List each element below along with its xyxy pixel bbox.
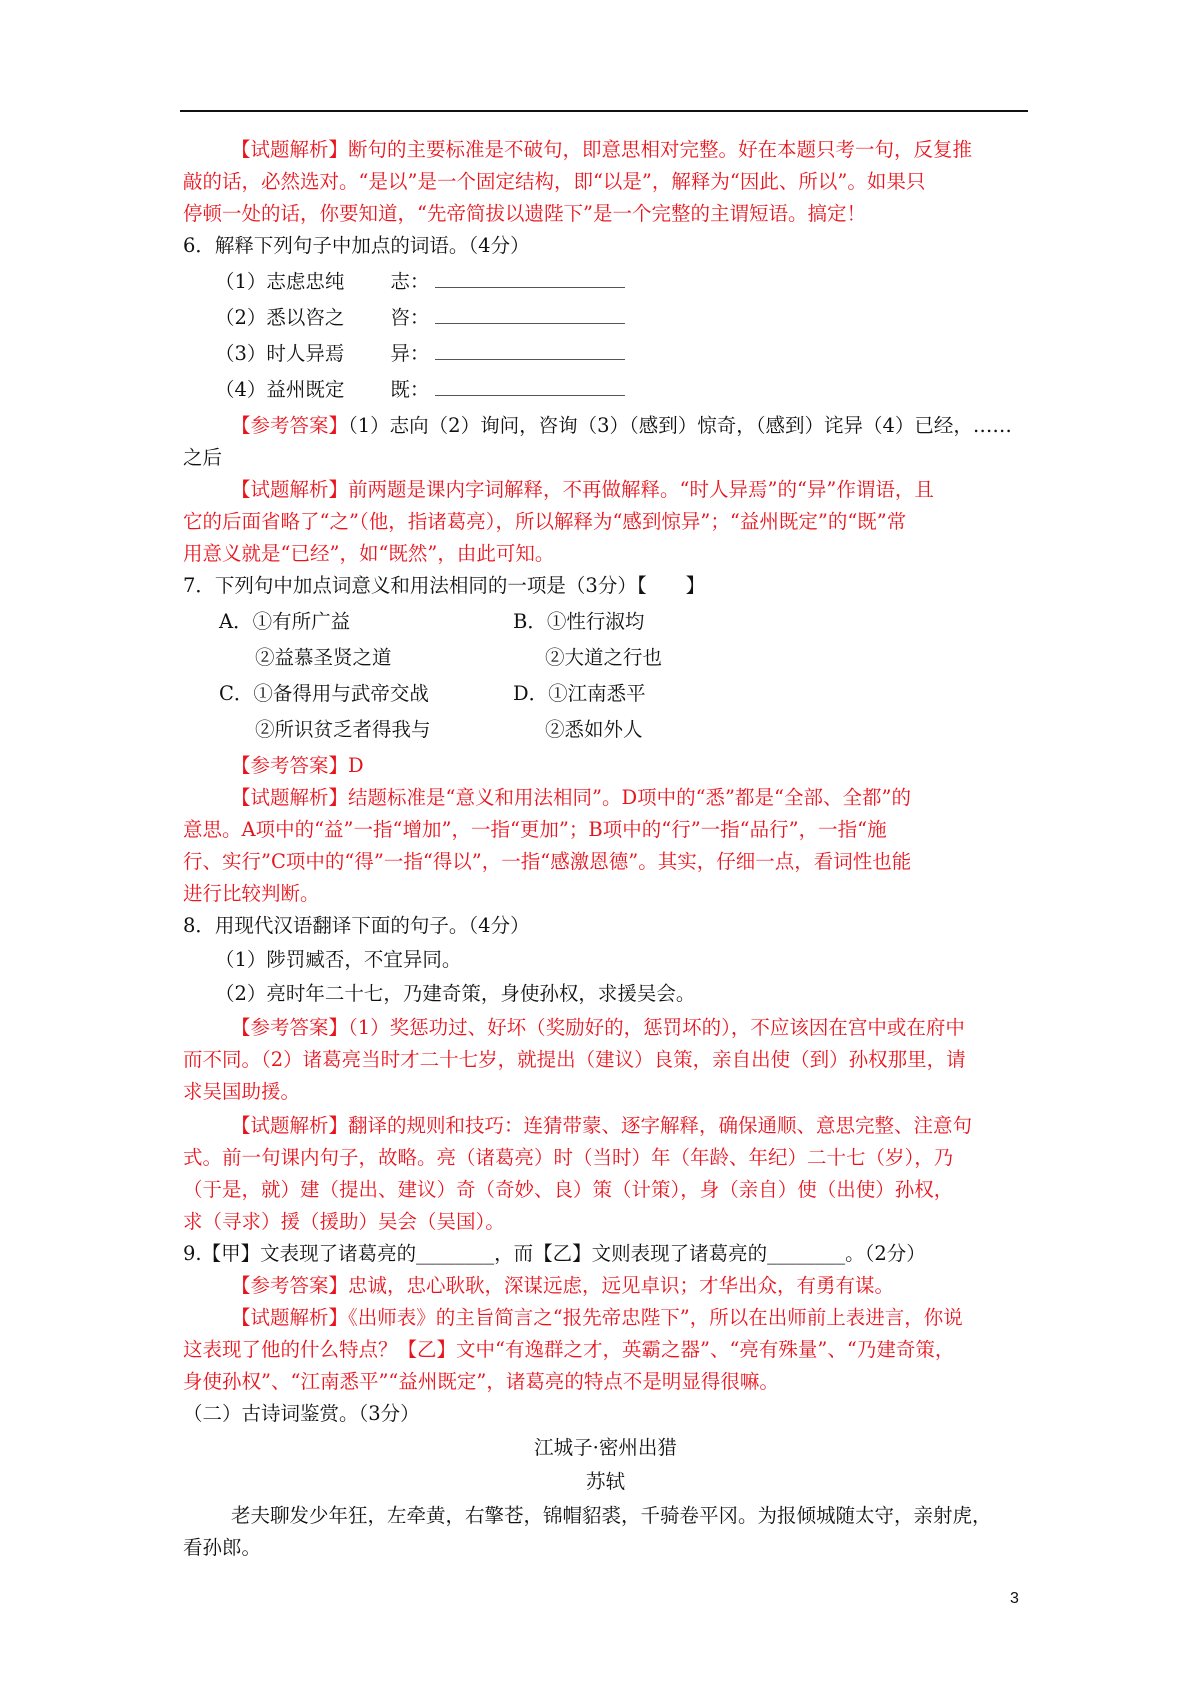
q8-analysis-line4: 求（寻求）援（援助）吴会（吴国）。 xyxy=(183,1210,505,1233)
q7-option-a1: A．①有所广益 xyxy=(219,610,351,633)
q6-item-4-blank[interactable] xyxy=(435,375,625,396)
q9-analysis-line2: 这表现了他的什么特点？【乙】文中“有逸群之才，英霸之器”、“亮有殊量”、“乃建奇策， xyxy=(183,1338,955,1361)
poem-author: 苏轼 xyxy=(585,1470,625,1493)
q6-item-1: （1）志虑忠纯 志： xyxy=(215,266,625,298)
q7-analysis-line4: 进行比较判断。 xyxy=(183,882,320,905)
poem-line1: 老夫聊发少年狂，左牵黄，右擎苍，锦帽貂裘，千骑卷平冈。为报倾城随太守，亲射虎， xyxy=(231,1504,992,1527)
analysis5-line3: 停顿一处的话，你要知道，“先帝简拔以遗陛下”是一个完整的主谓短语。搞定！ xyxy=(183,202,866,225)
q8-sentence-2: （2）亮时年二十七，乃建奇策，身使孙权，求援吴会。 xyxy=(215,982,696,1005)
q9-stem: 9.【甲】文表现了诸葛亮的________，而【乙】文则表现了诸葛亮的________。（2分） xyxy=(183,1242,926,1265)
header-rule xyxy=(180,110,1028,112)
page-number: 3 xyxy=(1010,1590,1019,1607)
q7-analysis-line1: 【试题解析】结题标准是“意义和用法相同”。D项中的“悉”都是“全部、全都”的 xyxy=(231,786,911,809)
q7-option-a2: ②益慕圣贤之道 xyxy=(255,646,392,669)
q7-option-b2: ②大道之行也 xyxy=(545,646,663,669)
analysis5-line1: 【试题解析】断句的主要标准是不破句，即意思相对完整。好在本题只考一句，反复推 xyxy=(231,138,973,161)
q7-option-b1: B．①性行淑均 xyxy=(513,610,645,633)
q7-option-c1: C．①备得用与武帝交战 xyxy=(219,682,429,705)
q7-answer: 【参考答案】D xyxy=(231,754,364,777)
section2-heading: （二）古诗词鉴赏。（3分） xyxy=(183,1402,420,1425)
q8-answer-line3: 求吴国助援。 xyxy=(183,1080,301,1103)
poem-line2: 看孙郎。 xyxy=(183,1536,262,1559)
q6-stem: 6．解释下列句子中加点的词语。（4分） xyxy=(183,234,530,257)
q7-option-c2: ②所识贫乏者得我与 xyxy=(255,718,431,741)
q8-stem: 8．用现代汉语翻译下面的句子。（4分） xyxy=(183,914,530,937)
q6-item-3-blank[interactable] xyxy=(435,339,625,360)
q8-analysis-line1: 【试题解析】翻译的规则和技巧：连猜带蒙、逐字解释，确保通顺、意思完整、注意句 xyxy=(231,1114,973,1137)
q6-item-2: （2）悉以咨之 咨： xyxy=(215,302,625,334)
q8-sentence-1: （1）陟罚臧否，不宜异同。 xyxy=(215,948,462,971)
q7-stem: 7．下列句中加点词意义和用法相同的一项是（3分）【 】 xyxy=(183,574,706,597)
q9-answer: 【参考答案】忠诚，忠心耿耿，深谋远虑，远见卓识；才华出众，有勇有谋。 xyxy=(231,1274,895,1297)
q8-analysis-line2: 式。前一句课内句子，故略。亮（诸葛亮）时（当时）年（年龄、年纪）二十七（岁），乃 xyxy=(183,1146,954,1169)
q9-analysis-line1: 【试题解析】《出师表》的主旨简言之“报先帝忠陛下”，所以在出师前上表进言，你说 xyxy=(231,1306,963,1329)
q7-option-d1: D．①江南悉平 xyxy=(513,682,646,705)
q6-answer-line1: 【参考答案】（1）志向（2）询问，咨询（3）（感到）惊奇，（感到）诧异（4）已经，…… xyxy=(231,414,1012,437)
q6-analysis-line3: 用意义就是“已经”，如“既然”，由此可知。 xyxy=(183,542,555,565)
q8-analysis-line3: （于是，就）建（提出、建议）奇（奇妙、良）策（计策），身（亲自）使（出使）孙权， xyxy=(183,1178,954,1201)
q6-item-3: （3）时人异焉 异： xyxy=(215,338,625,370)
q6-analysis-line2: 它的后面省略了“之”（他，指诸葛亮），所以解释为“感到惊异”；“益州既定”的“既”常 xyxy=(183,510,907,533)
q9-analysis-line3: 身使孙权”、“江南悉平”“益州既定”，诸葛亮的特点不是明显得很嘛。 xyxy=(183,1370,779,1393)
q6-answer-line2: 之后 xyxy=(183,446,223,469)
q6-item-2-blank[interactable] xyxy=(435,303,625,324)
poem-title: 江城子·密州出猎 xyxy=(534,1436,677,1459)
q6-analysis-line1: 【试题解析】前两题是课内字词解释，不再做解释。“时人异焉”的“异”作谓语，且 xyxy=(231,478,934,501)
q7-analysis-line3: 行、实行”C项中的“得”一指“得以”，一指“感激恩德”。其实，仔细一点，看词性也能 xyxy=(183,850,912,873)
q7-analysis-line2: 意思。A项中的“益”一指“增加”，一指“更加”；B项中的“行”一指“品行”，一指“施 xyxy=(183,818,887,841)
analysis5-line2: 敲的话，必然选对。“是以”是一个固定结构，即“以是”，解释为“因此、所以”。如果只 xyxy=(183,170,926,193)
q6-item-4: （4）益州既定 既： xyxy=(215,374,625,406)
q8-answer-line2: 而不同。（2）诸葛亮当时才二十七岁，就提出（建议）良策，亲自出使（到）孙权那里，请 xyxy=(183,1048,966,1071)
q6-item-1-blank[interactable] xyxy=(435,267,625,288)
q8-answer-line1: 【参考答案】（1）奖惩功过、好坏（奖励好的，惩罚坏的），不应该因在宫中或在府中 xyxy=(231,1016,965,1039)
q7-option-d2: ②悉如外人 xyxy=(545,718,643,741)
